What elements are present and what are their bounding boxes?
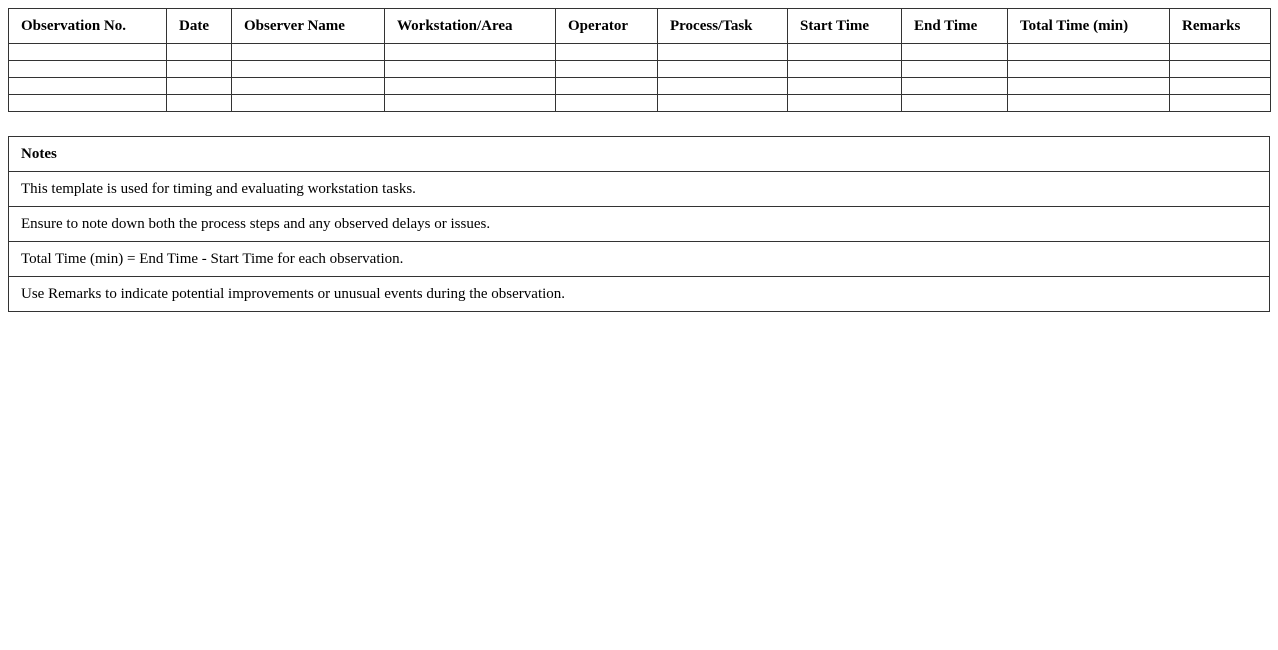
table-cell[interactable] [1170, 61, 1271, 78]
table-cell[interactable] [9, 78, 167, 95]
table-cell[interactable] [232, 61, 385, 78]
table-cell[interactable] [556, 95, 658, 112]
table-row [9, 44, 1271, 61]
note-text: Ensure to note down both the process steps and any observed delays or issues. [9, 207, 1270, 242]
header-end-time: End Time [902, 9, 1008, 44]
table-cell[interactable] [385, 44, 556, 61]
table-cell[interactable] [556, 44, 658, 61]
table-cell[interactable] [1008, 61, 1170, 78]
header-row [9, 9, 1271, 44]
table-cell[interactable] [658, 95, 788, 112]
note-text: This template is used for timing and evaluating workstation tasks. [9, 172, 1270, 207]
header-operator: Operator [556, 9, 658, 44]
header-observation-no: Observation No. [9, 9, 167, 44]
table-cell[interactable] [1008, 95, 1170, 112]
table-cell[interactable] [232, 78, 385, 95]
note-row [9, 277, 1270, 312]
table-cell[interactable] [1170, 95, 1271, 112]
table-cell[interactable] [1008, 78, 1170, 95]
table-cell[interactable] [385, 78, 556, 95]
table-cell[interactable] [788, 78, 902, 95]
table-cell[interactable] [902, 78, 1008, 95]
table-cell[interactable] [1008, 44, 1170, 61]
table-cell[interactable] [167, 44, 232, 61]
table-row [9, 95, 1271, 112]
table-cell[interactable] [902, 95, 1008, 112]
observation-table [8, 8, 1271, 112]
table-row [9, 61, 1271, 78]
table-cell[interactable] [9, 95, 167, 112]
note-text: Use Remarks to indicate potential improvements or unusual events during the observation. [9, 277, 1270, 312]
table-cell[interactable] [902, 61, 1008, 78]
table-cell[interactable] [556, 78, 658, 95]
table-cell[interactable] [167, 61, 232, 78]
table-cell[interactable] [9, 61, 167, 78]
table-cell[interactable] [167, 78, 232, 95]
note-row [9, 172, 1270, 207]
table-cell[interactable] [9, 44, 167, 61]
table-cell[interactable] [658, 78, 788, 95]
table-cell[interactable] [385, 61, 556, 78]
note-row [9, 242, 1270, 277]
table-cell[interactable] [232, 44, 385, 61]
header-process-task: Process/Task [658, 9, 788, 44]
notes-table [8, 136, 1270, 312]
notes-title: Notes [9, 137, 1270, 172]
header-date: Date [167, 9, 232, 44]
table-cell[interactable] [902, 44, 1008, 61]
table-cell[interactable] [385, 95, 556, 112]
note-row [9, 207, 1270, 242]
notes-header-row [9, 137, 1270, 172]
header-remarks: Remarks [1170, 9, 1271, 44]
table-cell[interactable] [788, 95, 902, 112]
table-cell[interactable] [658, 61, 788, 78]
table-cell[interactable] [556, 61, 658, 78]
table-cell[interactable] [167, 95, 232, 112]
table-cell[interactable] [788, 44, 902, 61]
note-text: Total Time (min) = End Time - Start Time for each observation. [9, 242, 1270, 277]
header-total-time: Total Time (min) [1008, 9, 1170, 44]
header-workstation: Workstation/Area [385, 9, 556, 44]
table-cell[interactable] [658, 44, 788, 61]
table-cell[interactable] [788, 61, 902, 78]
table-row [9, 78, 1271, 95]
header-observer-name: Observer Name [232, 9, 385, 44]
table-cell[interactable] [232, 95, 385, 112]
header-start-time: Start Time [788, 9, 902, 44]
table-cell[interactable] [1170, 44, 1271, 61]
table-cell[interactable] [1170, 78, 1271, 95]
